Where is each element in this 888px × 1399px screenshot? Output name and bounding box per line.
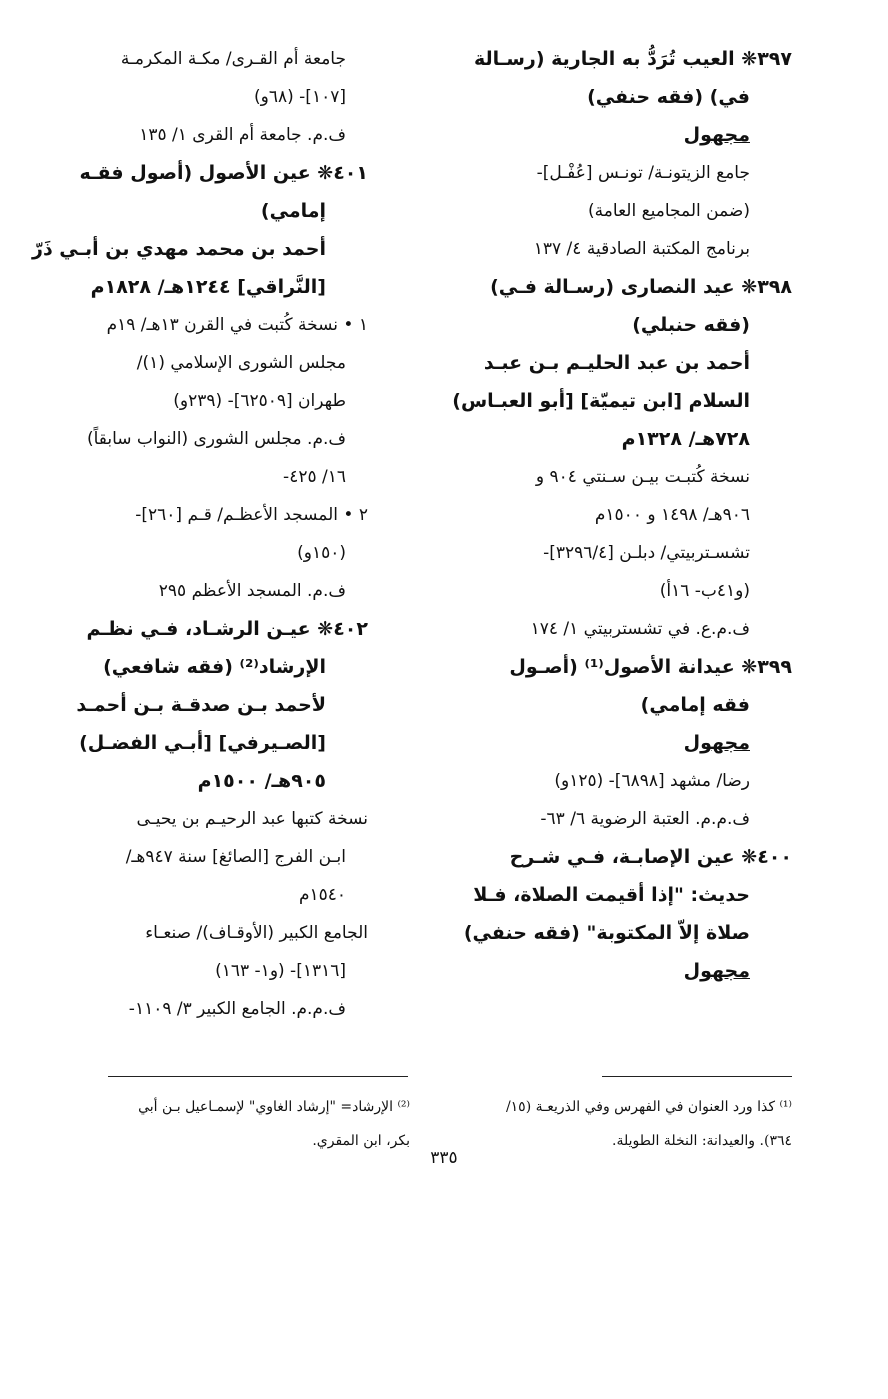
text-line: [النَّراقي] ١٢٤٤هـ/ ١٨٢٨م bbox=[90, 276, 326, 298]
text-line: جامعة أم القـرى/ مكـة المكرمـة bbox=[120, 49, 346, 69]
text-line: ١ • نسخة كُتبت في القرن ١٣هـ/ ١٩م bbox=[106, 315, 368, 335]
text-line: (و٤١ب- ١٦أ) bbox=[659, 581, 750, 601]
text-line: رضا/ مشهد [٦٨٩٨]- (١٢٥و) bbox=[554, 771, 750, 791]
text-line: الإرشاد⁽²⁾ (فقه شافعي) bbox=[103, 656, 326, 678]
text-line: نسخة كُتبـت بيـن سـنتي ٩٠٤ و bbox=[535, 467, 750, 487]
text-line: مجهول bbox=[683, 732, 750, 754]
text-line: إمامي) bbox=[260, 200, 326, 222]
footnote-divider-right bbox=[602, 1076, 792, 1077]
text-line: ٣٩٩❋ عيدانة الأصول⁽¹⁾ (أصـول bbox=[509, 656, 792, 678]
text-line: ٤٠١❋ عين الأصول (أصول فقـه bbox=[79, 162, 368, 184]
text-line: مجلس الشورى الإسلامي (١)/ bbox=[136, 353, 346, 373]
text-line: ف.م.م. الجامع الكبير ٣/ ١١٠٩- bbox=[128, 999, 346, 1019]
text-line: السلام [ابن تيميّة] [أبو العبـاس) bbox=[452, 390, 750, 412]
text-line: أحمد بن محمد مهدي بن أبـي ذَرّ bbox=[32, 238, 326, 260]
text-line: نسخة كتبها عبد الرحيـم بن يحيـى bbox=[136, 809, 368, 829]
text-line: ف.م. جامعة أم القرى ١/ ١٣٥ bbox=[139, 125, 346, 145]
footnote-divider-left bbox=[108, 1076, 408, 1077]
text-line: صلاة إلاّ المكتوبة" (فقه حنفي) bbox=[463, 922, 750, 944]
footnote-line: بكر، ابن المقري. bbox=[312, 1133, 410, 1149]
text-line: (١٥٠و) bbox=[297, 543, 346, 563]
right-column bbox=[442, 40, 792, 990]
text-line: ف.م. مجلس الشورى (النواب سابقاً) bbox=[86, 429, 346, 449]
text-line: الجامع الكبير (الأوقـاف)/ صنعـاء bbox=[145, 923, 368, 943]
text-line: طهران [٦٢٥٠٩]- (٢٣٩و) bbox=[173, 391, 346, 411]
text-line: ف.م. المسجد الأعظم ٢٩٥ bbox=[158, 581, 346, 601]
text-line: برنامج المكتبة الصادقية ٤/ ١٣٧ bbox=[533, 239, 750, 259]
text-line: ١٥٤٠م bbox=[298, 885, 346, 905]
text-line: ٩٠٥هـ/ ١٥٠٠م bbox=[197, 770, 326, 792]
text-line: ٤٠٢❋ عيـن الرشـاد، فـي نظـم bbox=[86, 618, 368, 640]
text-line: ابـن الفرج [الصائغ] سنة ٩٤٧هـ/ bbox=[125, 847, 346, 867]
footnote-line: ⁽¹⁾ كذا ورد العنوان في الفهرس وفي الذريعـة (١٥/ bbox=[505, 1099, 792, 1115]
text-line: تشسـتربيتي/ دبلـن [٣٢٩٦/٤]- bbox=[543, 543, 750, 563]
text-line: ٤٠٠❋ عين الإصابـة، فـي شـرح bbox=[509, 846, 792, 868]
text-line: ف.م.م. العتبة الرضوية ٦/ ٦٣- bbox=[540, 809, 750, 829]
text-line: [الصـيرفي] [أبـي الفضـل) bbox=[79, 732, 326, 754]
text-line: [١٠٧]- (٦٨و) bbox=[254, 87, 346, 107]
footnote-line: ⁽²⁾ الإرشاد= "إرشاد الغاوي" لإسمـاعيل بـن أبي bbox=[138, 1099, 410, 1115]
text-line: ٢ • المسجد الأعظـم/ قـم [٢٦٠]- bbox=[135, 505, 368, 525]
text-line: لأحمد بـن صدقـة بـن أحمـد bbox=[76, 694, 326, 716]
text-line: (ضمن المجاميع العامة) bbox=[588, 201, 750, 221]
text-line: في) (فقه حنفي) bbox=[587, 86, 750, 108]
text-line: ف.م.ع. في تشستربيتي ١/ ١٧٤ bbox=[530, 619, 750, 639]
text-line: (فقه حنبلي) bbox=[632, 314, 750, 336]
text-line: ٣٩٧❋ العيب تُرَدُّ به الجارية (رسـالة bbox=[473, 48, 792, 70]
footnote-line: ٣٦٤). والعيدانة: النخلة الطويلة. bbox=[612, 1133, 792, 1149]
text-line: أحمد بن عبد الحليـم بـن عبـد bbox=[483, 352, 750, 374]
left-column bbox=[32, 40, 368, 1028]
text-line: مجهول bbox=[683, 960, 750, 982]
text-line: ٩٠٦هـ/ ١٤٩٨ و ١٥٠٠م bbox=[594, 505, 750, 525]
text-line: ٧٢٨هـ/ ١٣٢٨م bbox=[621, 428, 750, 450]
page-number: ٣٣٥ bbox=[430, 1148, 458, 1168]
text-line: ٣٩٨❋ عيد النصارى (رسـالة فـي) bbox=[490, 276, 792, 298]
text-line: فقه إمامي) bbox=[640, 694, 750, 716]
text-line: ١٦/ ٤٢٥- bbox=[283, 467, 346, 487]
text-line: جامع الزيتونـة/ تونـس [عُفْـل]- bbox=[536, 163, 750, 183]
text-line: [١٣١٦]- (و١- ١٦٣) bbox=[215, 961, 346, 981]
text-line: مجهول bbox=[683, 124, 750, 146]
text-line: حديث: "إذا أقيمت الصلاة، فـلا bbox=[473, 884, 750, 906]
